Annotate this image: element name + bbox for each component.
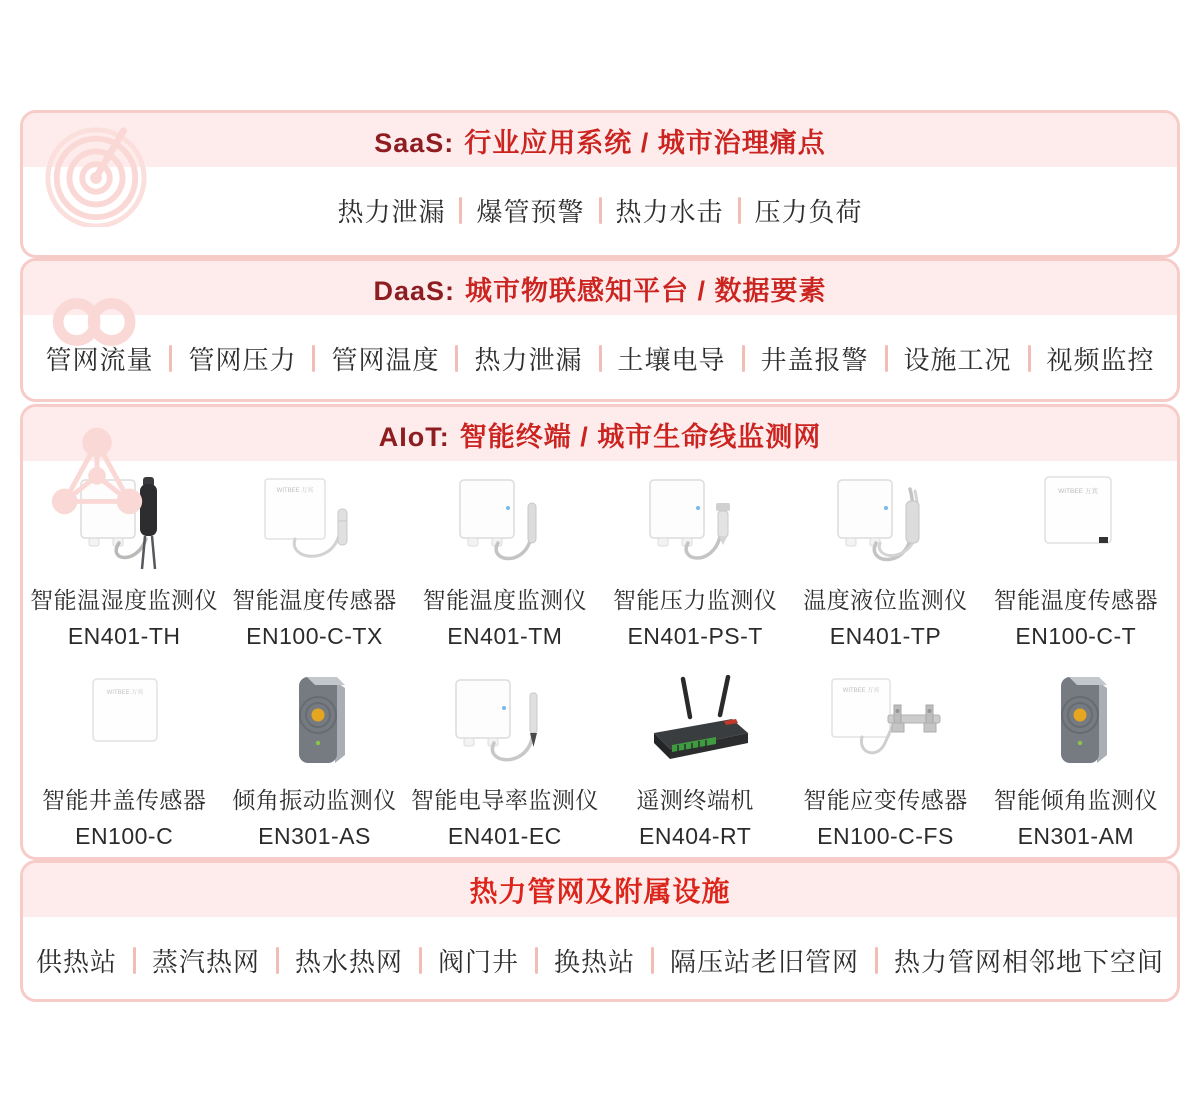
device-name: 智能温度传感器 [232, 587, 397, 613]
list-item: 管网温度 [331, 344, 440, 375]
device-name: 智能温湿度监测仪 [30, 587, 219, 613]
list-item: 换热站 [554, 946, 636, 977]
item-separator [459, 197, 462, 224]
section-aiot-title [379, 415, 822, 454]
device-model: EN401-EC [447, 823, 562, 849]
list-item: 视频监控 [1046, 344, 1155, 375]
item-separator [535, 947, 538, 974]
device-model: EN100-C-TX [246, 623, 383, 649]
pipeline-items [23, 917, 1177, 1002]
svg-text:WITBEE 万宾: WITBEE 万宾 [106, 690, 144, 696]
item-separator [599, 345, 602, 372]
device-image-EN301-AS [239, 661, 389, 775]
item-separator [455, 345, 458, 372]
item-separator [738, 197, 741, 224]
section-pipeline-header [23, 863, 1177, 917]
list-item: 管网压力 [188, 344, 297, 375]
device-name: 智能应变传感器 [803, 787, 968, 813]
device-image-EN100-C-FS [810, 661, 960, 775]
device-name: 温度液位监测仪 [803, 587, 968, 613]
device-name: 智能温度传感器 [993, 587, 1159, 613]
section-aiot [20, 404, 1180, 860]
list-item: 管网流量 [45, 344, 154, 375]
device-name: 智能电导率监测仪 [410, 787, 599, 813]
device-card-EN401-EC [410, 661, 600, 860]
device-model: EN100-C [75, 823, 174, 849]
device-model: EN100-C-FS [817, 823, 954, 849]
daas-items [23, 315, 1177, 401]
device-model: EN401-TH [67, 623, 181, 649]
device-card-EN401-PS-T [600, 461, 790, 661]
section-saas-title [374, 121, 826, 160]
device-name: 智能压力监测仪 [612, 587, 778, 613]
device-image-EN404-RT [620, 661, 770, 775]
device-name: 智能倾角监测仪 [993, 787, 1159, 813]
device-name: 遥测终端机 [636, 787, 754, 813]
list-item: 热力水击 [615, 196, 724, 227]
device-image-EN100-C-T [1001, 461, 1151, 575]
device-image-EN100-C-TX [239, 461, 389, 575]
aiot-device-grid-row2 [23, 661, 1177, 860]
section-saas [20, 110, 1180, 258]
section-daas [20, 258, 1180, 402]
device-card-EN404-RT [600, 661, 790, 860]
device-card-EN301-AM [981, 661, 1171, 860]
section-daas-header [23, 261, 1177, 315]
device-model: EN404-RT [639, 823, 752, 849]
svg-text:WITBEE 万宾: WITBEE 万宾 [1057, 488, 1098, 495]
device-image-EN401-TM [430, 461, 580, 575]
device-image-EN401-TH [49, 461, 199, 575]
section-saas-title-main: 行业应用系统 / 城市治理痛点 [464, 127, 826, 158]
item-separator [885, 345, 888, 372]
item-separator [875, 947, 878, 974]
section-daas-title-prefix: DaaS: [373, 275, 455, 306]
device-card-EN100-C-FS [790, 661, 980, 860]
section-aiot-title-main: 智能终端 / 城市生命线监测网 [459, 421, 822, 452]
list-item: 设施工况 [903, 344, 1012, 375]
section-saas-header [23, 113, 1177, 167]
section-aiot-header [23, 407, 1177, 461]
device-image-EN301-AM [1001, 661, 1151, 775]
section-saas-title-prefix: SaaS: [374, 127, 455, 158]
item-separator [599, 197, 602, 224]
device-card-EN100-C-T [981, 461, 1171, 661]
list-item: 热力泄漏 [474, 344, 583, 375]
device-model: EN100-C-T [1015, 623, 1137, 649]
device-model: EN401-TM [447, 623, 563, 649]
list-item: 热力管网相邻地下空间 [894, 946, 1165, 977]
device-image-EN401-PS-T [620, 461, 770, 575]
list-item: 爆管预警 [476, 196, 585, 227]
item-separator [169, 345, 172, 372]
list-item: 压力负荷 [754, 196, 863, 227]
item-separator [651, 947, 654, 974]
item-separator [419, 947, 422, 974]
aiot-device-grid-row1 [23, 461, 1177, 661]
section-daas-title-main: 城市物联感知平台 / 数据要素 [465, 275, 827, 306]
svg-text:WITBEE 万宾: WITBEE 万宾 [277, 488, 314, 494]
device-model: EN301-AS [258, 823, 371, 849]
list-item: 热力泄漏 [337, 196, 446, 227]
device-name: 智能温度监测仪 [422, 587, 588, 613]
device-card-EN401-TH [29, 461, 219, 661]
device-card-EN401-TP [790, 461, 980, 661]
device-image-EN100-C [49, 661, 199, 775]
list-item: 阀门井 [437, 946, 519, 977]
device-model: EN401-PS-T [627, 623, 763, 649]
device-card-EN401-TM [410, 461, 600, 661]
device-model: EN401-TP [829, 623, 942, 649]
section-pipeline-title: 热力管网及附属设施 [469, 876, 731, 907]
svg-text:WITBEE 万宾: WITBEE 万宾 [843, 688, 880, 694]
item-separator [312, 345, 315, 372]
item-separator [133, 947, 136, 974]
device-image-EN401-EC [430, 661, 580, 775]
section-pipeline [20, 860, 1180, 1002]
device-name: 智能井盖传感器 [41, 787, 207, 813]
list-item: 蒸汽热网 [151, 946, 260, 977]
device-card-EN301-AS [219, 661, 409, 860]
list-item: 土壤电导 [617, 344, 726, 375]
device-card-EN100-C [29, 661, 219, 860]
list-item: 供热站 [35, 946, 117, 977]
device-card-EN100-C-TX [219, 461, 409, 661]
device-model: EN301-AM [1017, 823, 1135, 849]
device-name: 倾角振动监测仪 [232, 787, 397, 813]
item-separator [1028, 345, 1031, 372]
saas-items [23, 167, 1177, 253]
list-item: 井盖报警 [760, 344, 869, 375]
item-separator [742, 345, 745, 372]
device-image-EN401-TP [810, 461, 960, 575]
item-separator [276, 947, 279, 974]
section-aiot-title-prefix: AIoT: [378, 421, 450, 452]
list-item: 隔压站老旧管网 [670, 946, 860, 977]
list-item: 热水热网 [294, 946, 403, 977]
section-daas-title [373, 269, 826, 308]
